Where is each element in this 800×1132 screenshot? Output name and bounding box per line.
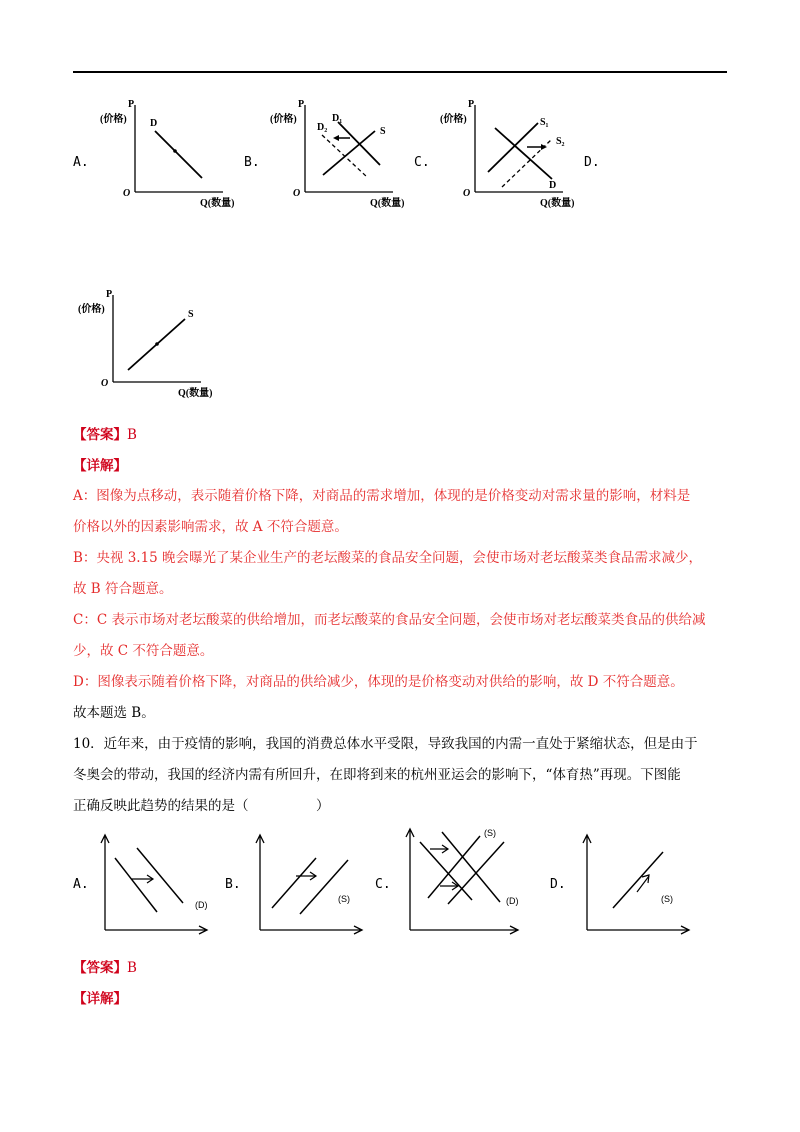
q9-detail-line: D：图像表示随着价格下降，对商品的供给减少，体现的是价格变动对供给的影响，故 D 不符合题意。 bbox=[73, 674, 684, 690]
q10-option-c-label: C. bbox=[375, 877, 391, 892]
axis-origin: O bbox=[123, 188, 131, 199]
q9-detail-tag-line bbox=[73, 456, 127, 476]
curve-label-paren-s: (S) bbox=[338, 894, 350, 904]
axis-quantity: Q(数量) bbox=[540, 198, 575, 209]
q10-graph-b bbox=[250, 828, 375, 936]
demand-curve bbox=[495, 128, 552, 179]
curve-1 bbox=[272, 858, 316, 908]
q9-graph-b bbox=[265, 95, 405, 215]
demand-curve-2 bbox=[442, 832, 500, 902]
axis-quantity: Q(数量) bbox=[370, 198, 405, 209]
answer-tag: 【答案】 bbox=[73, 960, 127, 976]
axis-price: (价格) bbox=[100, 114, 127, 125]
q9-detail-line: C：C 表示市场对老坛酸菜的供给增加，而老坛酸菜的食品安全问题，会使市场对老坛酸菜类食品的供给减 bbox=[73, 612, 706, 628]
q10-option-b-label: B. bbox=[225, 877, 241, 892]
curve-1 bbox=[115, 858, 157, 912]
q9-option-a-label: A. bbox=[73, 155, 89, 170]
demand-curve bbox=[155, 131, 202, 178]
shift-arrowhead bbox=[541, 144, 547, 150]
curve-label-d: D bbox=[549, 180, 557, 191]
q9-option-d-label: D. bbox=[584, 155, 600, 170]
detail-tag: 【详解】 bbox=[73, 991, 127, 1007]
axis-origin: O bbox=[463, 188, 471, 199]
curve-label-paren-s: (S) bbox=[484, 828, 496, 838]
curve-label-paren-d: (D) bbox=[195, 900, 208, 910]
q9-detail-line: A：图像为点移动，表示随着价格下降，对商品的需求增加，体现的是价格变动对需求量的影响，材料是 bbox=[73, 488, 691, 504]
curve-point bbox=[173, 149, 177, 153]
q9-graph-a bbox=[95, 95, 235, 215]
answer-value: B bbox=[127, 427, 137, 443]
q10-option-a-label: A. bbox=[73, 877, 89, 892]
axis-p: P bbox=[106, 289, 113, 300]
axis-price: (价格) bbox=[270, 114, 297, 125]
shift-arrowhead bbox=[333, 135, 339, 141]
curve-label-d2: D₂ bbox=[317, 122, 328, 133]
axis-p: P bbox=[298, 99, 305, 110]
q9-option-b-label: B. bbox=[244, 155, 260, 170]
curve-label-s2: S₂ bbox=[556, 136, 565, 147]
answer-tag: 【答案】 bbox=[73, 427, 127, 443]
q9-conclusion: 故本题选 B。 bbox=[73, 705, 155, 721]
q9-option-c-label: C. bbox=[414, 155, 430, 170]
curve-label-s1: S₁ bbox=[540, 117, 549, 128]
axis-origin: O bbox=[293, 188, 301, 199]
q10-stem-line: 正确反映此趋势的结果的是（ ） bbox=[73, 798, 330, 814]
supply-curve bbox=[613, 852, 663, 908]
curve-label-s: S bbox=[188, 309, 194, 320]
q9-graph-c bbox=[435, 95, 575, 215]
curve-label-d1: D₁ bbox=[332, 113, 343, 124]
curve-label-d: D bbox=[150, 118, 158, 129]
q9-answer-line bbox=[73, 425, 137, 445]
q10-stem-line: 冬奥会的带动，我国的经济内需有所回升，在即将到来的杭州亚运会的影响下，“体育热”再现。下图能 bbox=[73, 767, 681, 783]
curve-point bbox=[155, 342, 159, 346]
detail-tag: 【详解】 bbox=[73, 458, 127, 474]
top-rule bbox=[73, 71, 727, 73]
axis-price: (价格) bbox=[440, 114, 467, 125]
curve-label-s: S bbox=[380, 126, 386, 137]
q10-graph-d bbox=[577, 828, 702, 936]
q9-detail-line: B：央视 3.15 晚会曝光了某企业生产的老坛酸菜的食品安全问题，会使市场对老坛酸菜类食品需求减少， bbox=[73, 550, 703, 566]
q10-graph-a bbox=[95, 828, 220, 936]
axis-quantity: Q(数量) bbox=[200, 198, 235, 209]
q10-graph-c bbox=[400, 822, 530, 936]
q9-detail-line: 故 B 符合题意。 bbox=[73, 581, 173, 597]
axis-quantity: Q(数量) bbox=[178, 388, 213, 399]
q10-detail-tag-line bbox=[73, 989, 127, 1009]
curve-label-paren-s: (S) bbox=[661, 894, 673, 904]
curve-label-paren-d: (D) bbox=[506, 896, 519, 906]
supply-curve-2 bbox=[448, 842, 504, 904]
q10-answer-line bbox=[73, 958, 137, 978]
q10-stem-line: 10．近年来，由于疫情的影响，我国的消费总体水平受限，导致我国的内需一直处于紧缩状态，但是由于 bbox=[73, 736, 698, 752]
q9-graph-d bbox=[73, 285, 213, 405]
axis-origin: O bbox=[101, 378, 109, 389]
q9-detail-line: 少，故 C 不符合题意。 bbox=[73, 643, 214, 659]
demand-curve-d1 bbox=[338, 122, 380, 165]
answer-value: B bbox=[127, 960, 137, 976]
q10-option-d-label: D. bbox=[550, 877, 566, 892]
axis-p: P bbox=[128, 99, 135, 110]
axis-p: P bbox=[468, 99, 475, 110]
q9-detail-line: 价格以外的因素影响需求，故 A 不符合题意。 bbox=[73, 519, 348, 535]
axis-price: (价格) bbox=[78, 304, 105, 315]
